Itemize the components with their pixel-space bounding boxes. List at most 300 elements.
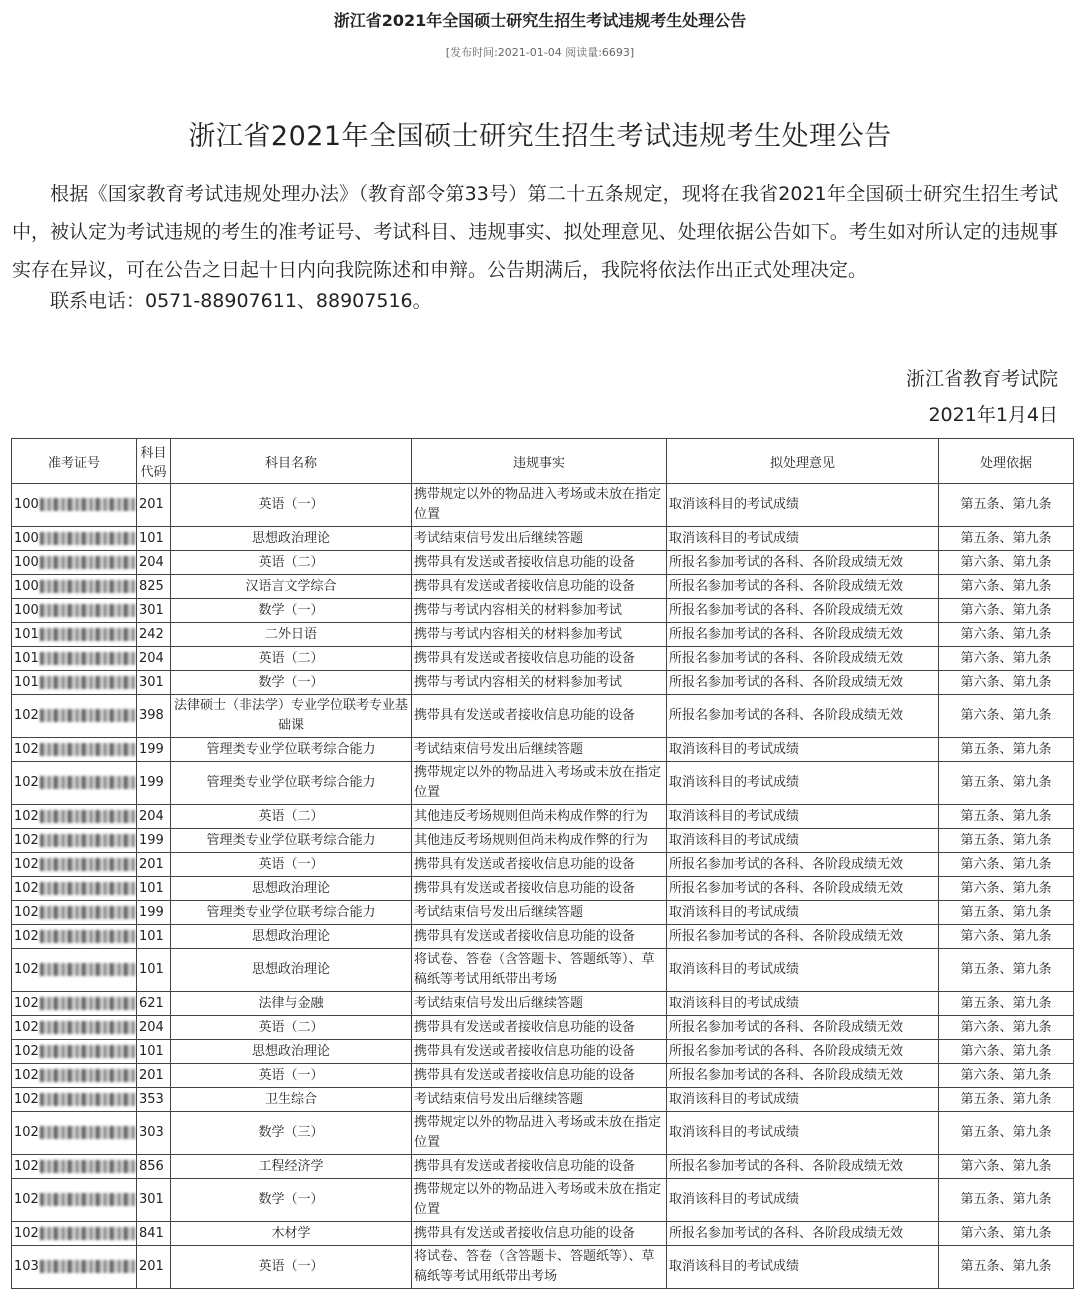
subject-name-text: 英语（一）: [258, 1259, 324, 1274]
proposed-action-cell: [667, 1112, 939, 1155]
exam-id-cell: [12, 877, 137, 901]
table-row: [12, 647, 1074, 671]
subject-code-text: 201: [139, 1067, 164, 1083]
legal-basis-cell: [939, 1179, 1074, 1222]
subject-code-text: 199: [139, 832, 164, 848]
legal-basis-cell: [939, 925, 1074, 949]
subject-code-text: 303: [139, 1125, 164, 1140]
redacted-id-mask: [40, 1069, 136, 1082]
exam-id-text: 103: [14, 1259, 39, 1274]
violation-fact-text: 携带具有发送或者接收信息功能的设备: [414, 1043, 636, 1059]
subject-name-text: 思想政治理论: [251, 880, 330, 896]
legal-basis-text: 第六条、第九条: [960, 602, 1052, 618]
exam-id-text: 101: [14, 650, 39, 666]
legal-basis-cell: [939, 1064, 1074, 1088]
proposed-action-text: 取消该科目的考试成绩: [669, 1192, 800, 1207]
table-row: [12, 575, 1074, 599]
subject-code-cell: [137, 1246, 171, 1289]
redacted-id-mask: [40, 810, 136, 823]
table-row: [12, 599, 1074, 623]
violation-fact-text: 将试卷、答卷（含答题卡、答题纸等）、草稿纸等考试用纸带出考场: [414, 952, 655, 987]
violation-fact-cell: [412, 877, 667, 901]
table-body: [12, 484, 1074, 1289]
subject-code-text: 398: [139, 708, 164, 723]
exam-id-cell: [12, 738, 137, 762]
legal-basis-text: 第五条、第九条: [960, 1125, 1052, 1140]
exam-id-cell: [12, 1155, 137, 1179]
table-row: [12, 805, 1074, 829]
subject-code-cell: [137, 949, 171, 992]
subject-code-cell: [137, 623, 171, 647]
exam-id-cell: [12, 925, 137, 949]
subject-name-cell: [171, 599, 412, 623]
exam-id-cell: [12, 1040, 137, 1064]
violation-fact-text: 携带规定以外的物品进入考场或未放在指定位置: [414, 765, 662, 800]
legal-basis-cell: [939, 1112, 1074, 1155]
subject-name-text: 英语（一）: [258, 497, 324, 512]
subject-name-text: 英语（二）: [258, 650, 324, 666]
redacted-id-mask: [40, 930, 136, 943]
proposed-action-cell: [667, 1155, 939, 1179]
violation-fact-text: 携带具有发送或者接收信息功能的设备: [414, 708, 636, 723]
exam-id-cell: [12, 575, 137, 599]
violation-fact-text: 考试结束信号发出后继续答题: [414, 1091, 584, 1107]
violation-fact-cell: [412, 1155, 667, 1179]
subject-name-cell: [171, 551, 412, 575]
subject-name-cell: [171, 695, 412, 738]
subject-code-text: 201: [139, 856, 164, 872]
subject-code-text: 101: [139, 530, 164, 546]
subject-code-cell: [137, 762, 171, 805]
subject-code-cell: [137, 1222, 171, 1246]
exam-id-text: 102: [14, 1125, 39, 1140]
violation-fact-text: 将试卷、答卷（含答题卡、答题纸等）、草稿纸等考试用纸带出考场: [414, 1249, 655, 1284]
subject-name-text: 法律硕士（非法学）专业学位联考专业基础课: [173, 698, 408, 733]
proposed-action-cell: [667, 949, 939, 992]
table-row: [12, 1040, 1074, 1064]
table-row: [12, 527, 1074, 551]
subject-code-cell: [137, 853, 171, 877]
subject-code-cell: [137, 551, 171, 575]
subject-name-text: 英语（二）: [258, 808, 324, 824]
exam-id-text: 100: [14, 554, 39, 570]
subject-code-cell: [137, 1016, 171, 1040]
subject-code-text: 353: [139, 1091, 164, 1107]
table-row: [12, 551, 1074, 575]
proposed-action-cell: [667, 1246, 939, 1289]
subject-code-text: 201: [139, 497, 164, 512]
subject-code-cell: [137, 1064, 171, 1088]
subject-name-text: 工程经济学: [258, 1158, 324, 1174]
violation-fact-cell: [412, 805, 667, 829]
legal-basis-cell: [939, 738, 1074, 762]
subject-code-cell: [137, 1040, 171, 1064]
subject-code-text: 201: [139, 1259, 164, 1274]
violation-fact-text: 考试结束信号发出后继续答题: [414, 530, 584, 546]
proposed-action-text: 所报名参加考试的各科、各阶段成绩无效: [669, 1158, 904, 1174]
exam-id-text: 102: [14, 1225, 39, 1241]
proposed-action-cell: [667, 877, 939, 901]
subject-code-text: 204: [139, 1019, 164, 1035]
legal-basis-text: 第六条、第九条: [960, 626, 1052, 642]
violation-fact-cell: [412, 1246, 667, 1289]
violation-fact-text: 考试结束信号发出后继续答题: [414, 904, 584, 920]
exam-id-text: 100: [14, 497, 39, 512]
exam-id-text: 102: [14, 1043, 39, 1059]
subject-code-cell: [137, 1155, 171, 1179]
proposed-action-cell: [667, 1088, 939, 1112]
redacted-id-mask: [40, 1193, 136, 1206]
table-row: [12, 484, 1074, 527]
legal-basis-text: 第五条、第九条: [960, 530, 1052, 546]
table-row: [12, 738, 1074, 762]
legal-basis-cell: [939, 1155, 1074, 1179]
proposed-action-cell: [667, 1064, 939, 1088]
redacted-id-mask: [40, 1126, 136, 1139]
exam-id-cell: [12, 623, 137, 647]
subject-name-cell: [171, 1222, 412, 1246]
proposed-action-text: 所报名参加考试的各科、各阶段成绩无效: [669, 650, 904, 666]
table-row: [12, 992, 1074, 1016]
table-row: [12, 1246, 1074, 1289]
table-row: [12, 949, 1074, 992]
subject-name-cell: [171, 1040, 412, 1064]
top-title: 浙江省2021年全国硕士研究生招生考试违规考生处理公告: [333, 11, 747, 30]
subject-code-text: 301: [139, 1192, 164, 1207]
subject-code-cell: [137, 671, 171, 695]
proposed-action-text: 所报名参加考试的各科、各阶段成绩无效: [669, 856, 904, 872]
subject-name-text: 思想政治理论: [251, 928, 330, 944]
subject-code-text: 301: [139, 674, 164, 690]
exam-id-cell: [12, 762, 137, 805]
legal-basis-cell: [939, 647, 1074, 671]
legal-basis-cell: [939, 992, 1074, 1016]
table-row: [12, 853, 1074, 877]
proposed-action-text: 取消该科目的考试成绩: [669, 775, 800, 790]
violation-fact-cell: [412, 925, 667, 949]
subject-name-cell: [171, 1088, 412, 1112]
proposed-action-text: 取消该科目的考试成绩: [669, 1125, 800, 1140]
violation-fact-cell: [412, 738, 667, 762]
subject-code-cell: [137, 992, 171, 1016]
violation-fact-cell: [412, 1016, 667, 1040]
proposed-action-text: 所报名参加考试的各科、各阶段成绩无效: [669, 1067, 904, 1083]
subject-code-cell: [137, 527, 171, 551]
table-row: [12, 901, 1074, 925]
proposed-action-text: 取消该科目的考试成绩: [669, 1259, 800, 1274]
legal-basis-cell: [939, 1016, 1074, 1040]
redacted-id-mask: [40, 498, 136, 511]
redacted-id-mask: [40, 963, 136, 976]
violation-fact-cell: [412, 992, 667, 1016]
legal-basis-text: 第五条、第九条: [960, 1259, 1052, 1274]
subject-code-cell: [137, 805, 171, 829]
legal-basis-cell: [939, 853, 1074, 877]
exam-id-cell: [12, 484, 137, 527]
table-row: [12, 1155, 1074, 1179]
legal-basis-cell: [939, 599, 1074, 623]
header-subject-code: 科目代码: [137, 439, 171, 484]
redacted-id-mask: [40, 1045, 136, 1058]
subject-name-cell: [171, 647, 412, 671]
table-row: [12, 829, 1074, 853]
legal-basis-text: 第五条、第九条: [960, 741, 1052, 757]
header-violation-fact: 违规事实: [412, 439, 667, 484]
subject-code-cell: [137, 599, 171, 623]
proposed-action-cell: [667, 901, 939, 925]
subject-name-text: 英语（一）: [258, 856, 324, 872]
exam-id-text: 102: [14, 708, 39, 723]
proposed-action-cell: [667, 1016, 939, 1040]
exam-id-text: 102: [14, 832, 39, 848]
subject-code-text: 856: [139, 1158, 164, 1174]
violation-fact-text: 携带与考试内容相关的材料参加考试: [414, 626, 623, 642]
subject-name-cell: [171, 805, 412, 829]
subject-name-text: 管理类专业学位联考综合能力: [206, 904, 376, 920]
legal-basis-text: 第六条、第九条: [960, 578, 1052, 594]
table-row: [12, 695, 1074, 738]
proposed-action-cell: [667, 695, 939, 738]
header-exam-id: 准考证号: [12, 439, 137, 484]
violation-fact-cell: [412, 1040, 667, 1064]
subject-name-text: 管理类专业学位联考综合能力: [206, 741, 376, 757]
legal-basis-text: 第六条、第九条: [960, 928, 1052, 944]
proposed-action-cell: [667, 829, 939, 853]
legal-basis-text: 第六条、第九条: [960, 880, 1052, 896]
subject-code-text: 199: [139, 904, 164, 920]
proposed-action-text: 取消该科目的考试成绩: [669, 962, 800, 977]
table-row: [12, 1064, 1074, 1088]
proposed-action-cell: [667, 599, 939, 623]
redacted-id-mask: [40, 906, 136, 919]
legal-basis-cell: [939, 671, 1074, 695]
legal-basis-cell: [939, 1088, 1074, 1112]
violation-fact-cell: [412, 647, 667, 671]
subject-name-text: 卫生综合: [264, 1091, 317, 1107]
table-header-row: [12, 439, 1074, 484]
legal-basis-text: 第六条、第九条: [960, 650, 1052, 666]
exam-id-cell: [12, 805, 137, 829]
table-row: [12, 1016, 1074, 1040]
violation-fact-text: 其他违反考场规则但尚未构成作弊的行为: [414, 832, 649, 848]
violations-table: [11, 438, 1074, 1289]
redacted-id-mask: [40, 834, 136, 847]
violation-fact-text: 携带具有发送或者接收信息功能的设备: [414, 1158, 636, 1174]
exam-id-text: 100: [14, 578, 39, 594]
proposed-action-cell: [667, 805, 939, 829]
subject-name-text: 管理类专业学位联考综合能力: [206, 775, 376, 790]
subject-name-text: 思想政治理论: [251, 962, 330, 977]
legal-basis-text: 第五条、第九条: [960, 1192, 1052, 1207]
header-legal-basis: 处理依据: [939, 439, 1074, 484]
subject-code-cell: [137, 647, 171, 671]
subject-code-cell: [137, 829, 171, 853]
subject-code-cell: [137, 575, 171, 599]
subject-code-text: 825: [139, 578, 164, 594]
legal-basis-text: 第六条、第九条: [960, 674, 1052, 690]
exam-id-text: 102: [14, 1067, 39, 1083]
violation-fact-cell: [412, 1179, 667, 1222]
redacted-id-mask: [40, 709, 136, 722]
violation-fact-text: 携带与考试内容相关的材料参加考试: [414, 602, 623, 618]
proposed-action-cell: [667, 1179, 939, 1222]
announcement-body: 根据《国家教育考试违规处理办法》（教育部令第33号）第二十五条规定，现将在我省2021年全国硕士研究生招生考试中，被认定为考试违规的考生的准考证号、考试科目、违规事实、拟处理意见、处理依据公告如下。考生如对所认定的违规事实存在异议，可在公告之日起十日内向我院陈述和申辩。公告期满后，我院将依法作出正式处理决定。: [12, 183, 1058, 281]
legal-basis-cell: [939, 551, 1074, 575]
subject-code-text: 101: [139, 928, 164, 944]
proposed-action-text: 取消该科目的考试成绩: [669, 904, 800, 920]
exam-id-cell: [12, 829, 137, 853]
legal-basis-cell: [939, 575, 1074, 599]
subject-code-text: 621: [139, 995, 164, 1011]
legal-basis-cell: [939, 805, 1074, 829]
legal-basis-text: 第五条、第九条: [960, 995, 1052, 1011]
violation-fact-text: 携带具有发送或者接收信息功能的设备: [414, 880, 636, 896]
subject-name-text: 数学（一）: [258, 1192, 324, 1207]
proposed-action-text: 取消该科目的考试成绩: [669, 530, 800, 546]
proposed-action-text: 所报名参加考试的各科、各阶段成绩无效: [669, 578, 904, 594]
table-row: [12, 877, 1074, 901]
legal-basis-text: 第五条、第九条: [960, 775, 1052, 790]
subject-code-text: 101: [139, 962, 164, 977]
exam-id-cell: [12, 671, 137, 695]
redacted-id-mask: [40, 1021, 136, 1034]
subject-name-text: 二外日语: [264, 626, 317, 642]
redacted-id-mask: [40, 997, 136, 1010]
exam-id-cell: [12, 599, 137, 623]
table-row: [12, 623, 1074, 647]
violation-fact-cell: [412, 599, 667, 623]
subject-code-text: 101: [139, 880, 164, 896]
legal-basis-cell: [939, 695, 1074, 738]
violation-fact-cell: [412, 527, 667, 551]
subject-code-text: 101: [139, 1043, 164, 1059]
exam-id-cell: [12, 1246, 137, 1289]
table-row: [12, 1112, 1074, 1155]
legal-basis-cell: [939, 1222, 1074, 1246]
exam-id-text: 102: [14, 808, 39, 824]
subject-code-text: 199: [139, 775, 164, 790]
violation-fact-text: 携带规定以外的物品进入考场或未放在指定位置: [414, 1115, 662, 1150]
legal-basis-cell: [939, 527, 1074, 551]
subject-name-cell: [171, 877, 412, 901]
subject-name-cell: [171, 853, 412, 877]
legal-basis-text: 第五条、第九条: [960, 904, 1052, 920]
redacted-id-mask: [40, 532, 136, 545]
legal-basis-text: 第六条、第九条: [960, 1043, 1052, 1059]
exam-id-cell: [12, 949, 137, 992]
exam-id-cell: [12, 1179, 137, 1222]
exam-id-cell: [12, 551, 137, 575]
proposed-action-text: 所报名参加考试的各科、各阶段成绩无效: [669, 1043, 904, 1059]
proposed-action-text: 所报名参加考试的各科、各阶段成绩无效: [669, 1019, 904, 1035]
subject-code-cell: [137, 877, 171, 901]
proposed-action-text: 取消该科目的考试成绩: [669, 832, 800, 848]
subject-code-text: 199: [139, 741, 164, 757]
subject-name-text: 木材学: [271, 1225, 311, 1241]
exam-id-cell: [12, 647, 137, 671]
subject-name-cell: [171, 901, 412, 925]
redacted-id-mask: [40, 580, 136, 593]
subject-name-cell: [171, 829, 412, 853]
exam-id-text: 102: [14, 962, 39, 977]
table-row: [12, 1088, 1074, 1112]
proposed-action-text: 所报名参加考试的各科、各阶段成绩无效: [669, 1225, 904, 1241]
subject-name-text: 思想政治理论: [251, 1043, 330, 1059]
proposed-action-cell: [667, 647, 939, 671]
exam-id-text: 102: [14, 995, 39, 1011]
subject-name-cell: [171, 527, 412, 551]
violation-fact-cell: [412, 1088, 667, 1112]
legal-basis-cell: [939, 829, 1074, 853]
proposed-action-cell: [667, 527, 939, 551]
subject-code-text: 841: [139, 1225, 164, 1241]
subject-name-cell: [171, 1016, 412, 1040]
proposed-action-cell: [667, 992, 939, 1016]
subject-name-text: 管理类专业学位联考综合能力: [206, 832, 376, 848]
exam-id-cell: [12, 1112, 137, 1155]
proposed-action-text: 取消该科目的考试成绩: [669, 497, 800, 512]
subject-name-cell: [171, 623, 412, 647]
violation-fact-text: 携带具有发送或者接收信息功能的设备: [414, 856, 636, 872]
exam-id-text: 102: [14, 880, 39, 896]
legal-basis-text: 第六条、第九条: [960, 1067, 1052, 1083]
exam-id-text: 102: [14, 775, 39, 790]
violation-fact-cell: [412, 949, 667, 992]
legal-basis-text: 第六条、第九条: [960, 856, 1052, 872]
legal-basis-text: 第六条、第九条: [960, 1019, 1052, 1035]
subject-code-cell: [137, 1112, 171, 1155]
exam-id-text: 102: [14, 741, 39, 757]
redacted-id-mask: [40, 676, 136, 689]
redacted-id-mask: [40, 776, 136, 789]
subject-code-cell: [137, 484, 171, 527]
legal-basis-cell: [939, 877, 1074, 901]
proposed-action-text: 取消该科目的考试成绩: [669, 1091, 800, 1107]
subject-name-cell: [171, 484, 412, 527]
exam-id-text: 101: [14, 674, 39, 690]
proposed-action-cell: [667, 671, 939, 695]
violation-fact-cell: [412, 671, 667, 695]
legal-basis-text: 第六条、第九条: [960, 1225, 1052, 1241]
exam-id-cell: [12, 1088, 137, 1112]
subject-name-text: 数学（一）: [258, 674, 324, 690]
exam-id-cell: [12, 1016, 137, 1040]
subject-code-cell: [137, 925, 171, 949]
proposed-action-text: 所报名参加考试的各科、各阶段成绩无效: [669, 928, 904, 944]
violation-fact-text: 其他违反考场规则但尚未构成作弊的行为: [414, 808, 649, 824]
exam-id-text: 102: [14, 1091, 39, 1107]
subject-code-cell: [137, 1179, 171, 1222]
proposed-action-text: 所报名参加考试的各科、各阶段成绩无效: [669, 626, 904, 642]
subject-name-cell: [171, 949, 412, 992]
subject-name-cell: [171, 1246, 412, 1289]
subject-name-cell: [171, 992, 412, 1016]
proposed-action-text: 所报名参加考试的各科、各阶段成绩无效: [669, 674, 904, 690]
violation-fact-cell: [412, 575, 667, 599]
subject-name-cell: [171, 738, 412, 762]
redacted-id-mask: [40, 652, 136, 665]
violation-fact-text: 携带规定以外的物品进入考场或未放在指定位置: [414, 1182, 662, 1217]
proposed-action-cell: [667, 738, 939, 762]
subject-code-text: 204: [139, 650, 164, 666]
subject-name-text: 英语（二）: [258, 1019, 324, 1035]
proposed-action-cell: [667, 925, 939, 949]
legal-basis-cell: [939, 484, 1074, 527]
legal-basis-cell: [939, 1246, 1074, 1289]
exam-id-cell: [12, 901, 137, 925]
proposed-action-text: 所报名参加考试的各科、各阶段成绩无效: [669, 602, 904, 618]
header-proposed-action: 拟处理意见: [667, 439, 939, 484]
